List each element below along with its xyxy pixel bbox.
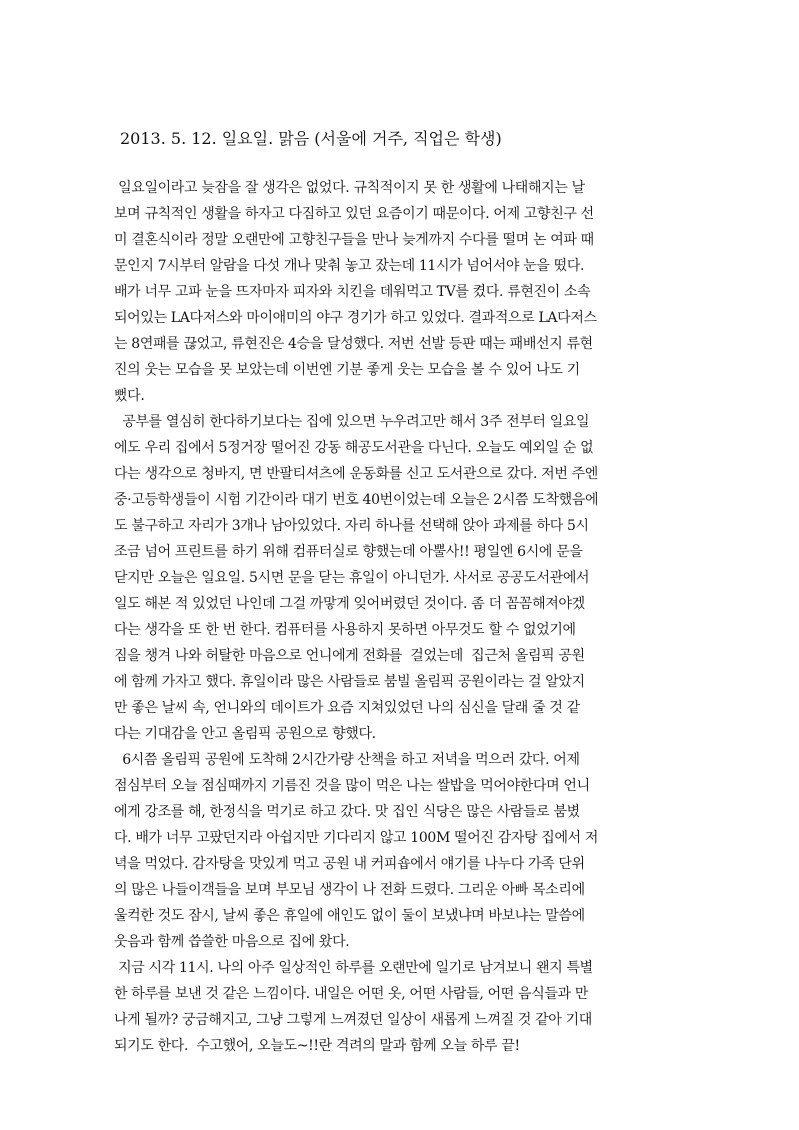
text-line: 짐을 챙겨 나와 허탈한 마음으로 언니에게 전화를 걸었는데 집근처 올림픽 공원: [114, 648, 585, 664]
text-line: 에도 우리 집에서 5정거장 떨어진 강동 해공도서관을 다닌다. 오늘도 예외일 순 없: [114, 440, 594, 456]
text-line: 나게 될까? 궁금해지고, 그냥 그렇게 느껴졌던 일상이 새롭게 느껴질 것 같아 기대: [114, 1012, 592, 1028]
diary-heading: 2013. 5. 12. 일요일. 맑음 (서울에 거주, 직업은 학생): [120, 129, 502, 148]
text-line: 진의 웃는 모습을 못 보았는데 이번엔 기분 좋게 웃는 모습을 볼 수 있어 나도 기: [114, 362, 580, 378]
text-line: 6시쯤 올림픽 공원에 도착해 2시간가량 산책을 하고 저녁을 먹으러 갔다. 어제: [114, 752, 580, 768]
text-line: 웃음과 함께 씁쓸한 마음으로 집에 왔다.: [114, 934, 350, 950]
text-line: 되기도 한다. 수고했어, 오늘도~!!란 격려의 말과 함께 오늘 하루 끝!: [114, 1038, 520, 1054]
text-line: 만 좋은 날씨 속, 언니와의 데이트가 요즘 지쳐있었던 나의 심신을 달래 줄 것 같: [114, 700, 580, 716]
text-line: 중·고등학생들이 시험 기간이라 대기 번호 40번이었는데 오늘은 2시쯤 도착했음에: [114, 492, 599, 508]
text-line: 보며 규칙적인 생활을 하자고 다짐하고 있던 요즘이기 때문이다. 어제 고향친구 선: [114, 206, 594, 222]
text-line: 배가 너무 고파 눈을 뜨자마자 피자와 치킨을 데워먹고 TV를 켰다. 류현진이 소속: [114, 284, 591, 300]
text-line: 미 결혼식이라 정말 오랜만에 고향친구들을 만나 늦게까지 수다를 떨며 논 여파 때: [114, 232, 594, 248]
text-line: 다. 배가 너무 고팠던지라 아쉽지만 기다리지 않고 100M 떨어진 감자탕 집에서 저: [114, 830, 599, 846]
text-line: 는 8연패를 끊었고, 류현진은 4승을 달성했다. 저번 선발 등판 때는 패배선지 류현: [114, 336, 593, 352]
text-line: 의 많은 나들이객들을 보며 부모님 생각이 나 전화 드렸다. 그리운 아빠 목소리에: [114, 882, 585, 898]
text-line: 한 하루를 보낸 것 같은 느낌이다. 내일은 어떤 옷, 어떤 사람들, 어떤 음식들과 만: [114, 986, 588, 1002]
text-line: 뻤다.: [114, 388, 145, 404]
diary-body: [114, 175, 686, 1059]
text-line: 조금 넘어 프린트를 하기 위해 컴퓨터실로 향했는데 아뿔사!! 평일엔 6시에 문을: [114, 544, 583, 560]
text-line: 에 함께 가자고 했다. 휴일이라 많은 사람들로 붐빌 올림픽 공원이라는 걸 알았지: [114, 674, 585, 690]
text-line: 다는 생각으로 청바지, 면 반팔티셔츠에 운동화를 신고 도서관으로 갔다. 저번 주엔: [114, 466, 598, 482]
text-line: 되어있는 LA다저스와 마이애미의 야구 경기가 하고 있었다. 결과적으로 LA다저스: [114, 310, 597, 326]
text-line: 일요일이라고 늦잠을 잘 생각은 없었다. 규칙적이지 못 한 생활에 나태해지는 날: [114, 180, 585, 196]
text-line: 문인지 7시부터 알람을 다섯 개나 맞춰 놓고 잤는데 11시가 넘어서야 눈을 떴다.: [114, 258, 585, 274]
text-line: 일도 해본 적 있었던 나인데 그걸 까맣게 잊어버렸던 것이다. 좀 더 꼼꼼해져야겠: [114, 596, 585, 612]
text-line: 공부를 열심히 한다하기보다는 집에 있으면 누우려고만 해서 3주 전부터 일요일: [114, 414, 590, 430]
text-line: 녁을 먹었다. 감자탕을 맛있게 먹고 공원 내 커피숍에서 얘기를 나누다 가족 단위: [114, 856, 585, 872]
text-line: 다는 기대감을 안고 올림픽 공원으로 향했다.: [114, 726, 376, 742]
text-line: 점심부터 오늘 점심때까지 기름진 것을 많이 먹은 나는 쌀밥을 먹어야한다며 언니: [114, 778, 590, 794]
text-line: 도 불구하고 자리가 3개나 남아있었다. 자리 하나를 선택해 앉아 과제를 하다 5시: [114, 518, 589, 534]
text-line: 다는 생각을 또 한 번 한다. 컴퓨터를 사용하지 못하면 아무것도 할 수 없었기에: [114, 622, 576, 638]
text-line: 울컥한 것도 잠시, 날씨 좋은 휴일에 애인도 없이 둘이 보냈냐며 바보냐는 말씀에: [114, 908, 585, 924]
text-line: 에게 강조를 해, 한정식을 먹기로 하고 갔다. 맛 집인 식당은 많은 사람들로 붐볐: [114, 804, 580, 820]
text-line: 닫지만 오늘은 일요일. 5시면 문을 닫는 휴일이 아니던가. 사서로 공공도서관에서: [114, 570, 590, 586]
text-line: 지금 시각 11시. 나의 아주 일상적인 하루를 오랜만에 일기로 남겨보니 왠지 특별: [114, 960, 593, 976]
